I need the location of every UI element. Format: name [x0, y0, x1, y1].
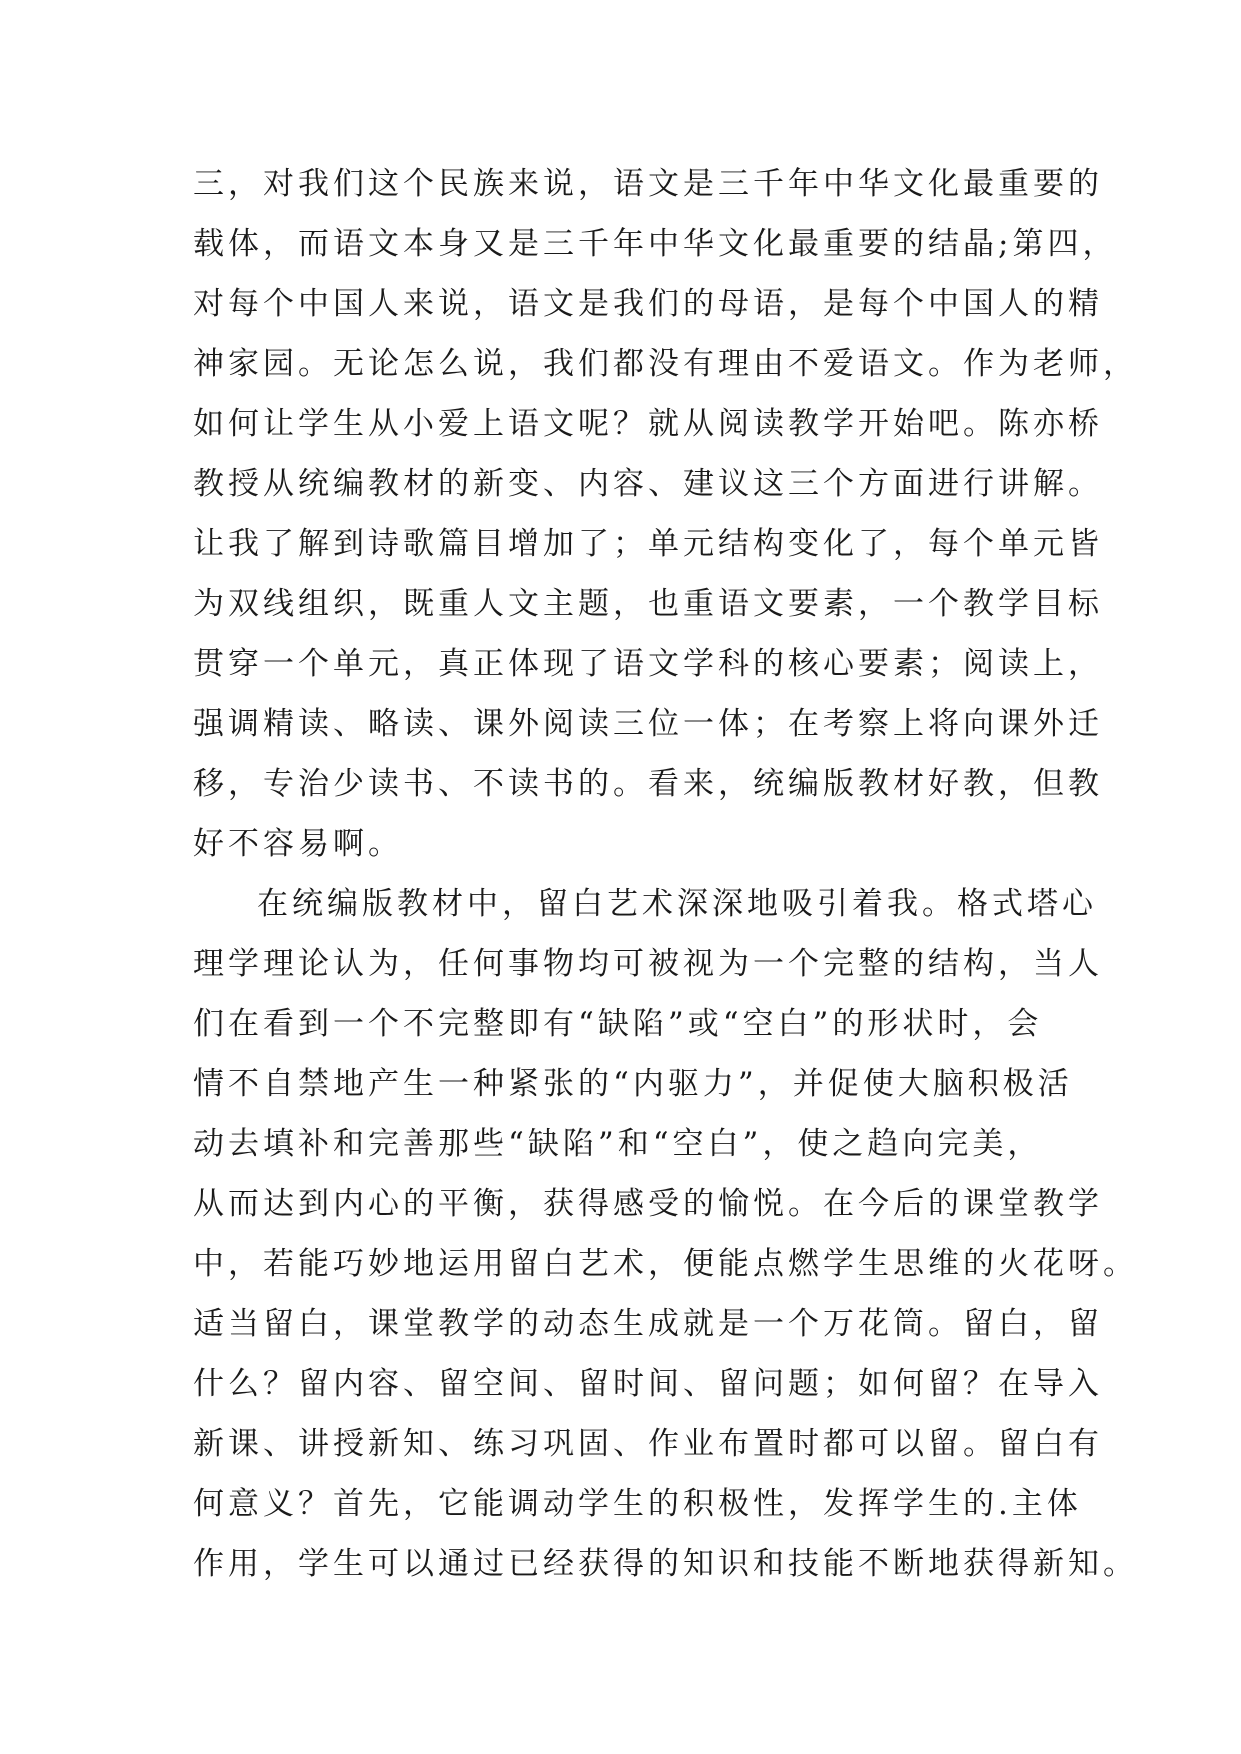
text-line: 载体，而语文本身又是三千年中华文化最重要的结晶;第四， — [193, 226, 1118, 262]
text-line: 贯穿一个单元，真正体现了语文学科的核心要素；阅读上， — [193, 646, 1103, 682]
text-line: 对每个中国人来说，语文是我们的母语，是每个中国人的精 — [193, 286, 1103, 322]
body-text — [193, 154, 1138, 1594]
text-line: 教授从统编教材的新变、内容、建议这三个方面进行讲解。 — [193, 466, 1103, 502]
text-line: 适当留白，课堂教学的动态生成就是一个万花筒。留白，留 — [193, 1306, 1103, 1342]
paragraph-start-line: 在统编版教材中，留白艺术深深地吸引着我。格式塔心 — [257, 886, 1097, 922]
text-line: 新课、讲授新知、练习巩固、作业布置时都可以留。留白有 — [193, 1426, 1103, 1462]
text-line: 如何让学生从小爱上语文呢？就从阅读教学开始吧。陈亦桥 — [193, 406, 1103, 442]
text-line: 三，对我们这个民族来说，语文是三千年中华文化最重要的 — [193, 166, 1103, 202]
text-line: 何意义？首先，它能调动学生的积极性，发挥学生的.主体 — [193, 1486, 1082, 1522]
text-line: 什么？留内容、留空间、留时间、留问题；如何留？在导入 — [193, 1366, 1103, 1402]
text-line: 从而达到内心的平衡，获得感受的愉悦。在今后的课堂教学 — [193, 1186, 1103, 1222]
text-line: 作用，学生可以通过已经获得的知识和技能不断地获得新知。 — [193, 1546, 1138, 1582]
text-line: 理学理论认为，任何事物均可被视为一个完整的结构，当人 — [193, 946, 1103, 982]
text-line: 让我了解到诗歌篇目增加了；单元结构变化了，每个单元皆 — [193, 526, 1103, 562]
text-line: 移，专治少读书、不读书的。看来，统编版教材好教，但教 — [193, 766, 1103, 802]
text-line: 中，若能巧妙地运用留白艺术，便能点燃学生思维的火花呀。 — [193, 1246, 1138, 1282]
text-line: 情不自禁地产生一种紧张的“内驱力”，并促使大脑积极活 — [193, 1066, 1073, 1102]
text-line: 们在看到一个不完整即有“缺陷”或“空白”的形状时，会 — [193, 1006, 1043, 1042]
text-line: 动去填补和完善那些“缺陷”和“空白”，使之趋向完美， — [193, 1126, 1043, 1162]
text-line: 好不容易啊。 — [193, 826, 403, 862]
text-line: 强调精读、略读、课外阅读三位一体；在考察上将向课外迁 — [193, 706, 1103, 742]
text-line: 神家园。无论怎么说，我们都没有理由不爱语文。作为老师， — [193, 346, 1138, 382]
text-line: 为双线组织，既重人文主题，也重语文要素，一个教学目标 — [193, 586, 1103, 622]
